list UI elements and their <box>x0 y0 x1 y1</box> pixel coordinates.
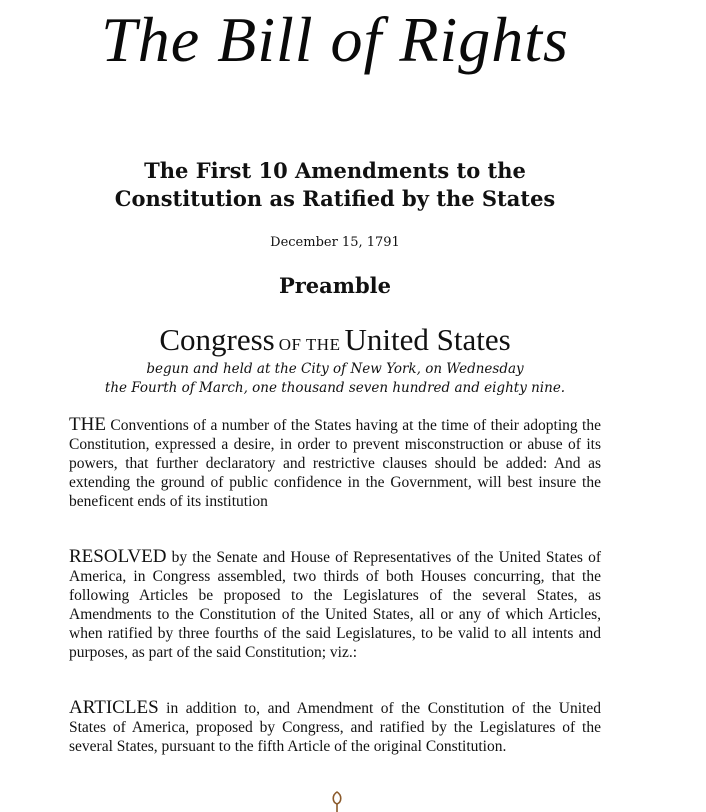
paragraph-lead-word: THE <box>69 414 106 435</box>
congress-heading <box>0 322 670 363</box>
congress-word: Congress <box>159 322 275 357</box>
articles-paragraph <box>69 698 601 756</box>
session-location <box>0 360 670 398</box>
flourish-ornament-icon <box>329 790 345 812</box>
document-subtitle <box>0 157 670 213</box>
united-states-word: United States <box>344 322 511 357</box>
resolved-paragraph <box>69 547 601 662</box>
ratification-date: December 15, 1791 <box>270 235 400 250</box>
subtitle-line-1: The First 10 Amendments to the <box>144 158 526 183</box>
conventions-paragraph <box>69 415 601 511</box>
paragraph-text: in addition to, and Amendment of the Constitution of the United States of America, proposed by Congress, and ratified by the Legislatures of the several States, pursuant to the fifth Article of the original Constitution. <box>69 700 601 755</box>
paragraph-lead-word: ARTICLES <box>69 697 159 718</box>
location-line-1: begun and held at the City of New York, on Wednesday <box>146 361 524 377</box>
paragraph-lead-word: RESOLVED <box>69 546 167 567</box>
location-line-2: the Fourth of March, one thousand seven hundred and eighty nine. <box>104 380 566 396</box>
subtitle-line-2: Constitution as Ratified by the States <box>114 186 556 211</box>
paragraph-text: Conventions of a number of the States having at the time of their adopting the Constitution, expressed a desire, in order to prevent misconstruction or abuse of its powers, that further declaratory and restrictive clauses should be added: And as extending the ground of public confidence in the Government, will best insure the beneficent ends of its institution <box>69 417 601 510</box>
preamble-heading: Preamble <box>278 273 392 298</box>
of-the-word: OF THE <box>278 335 341 354</box>
paragraph-text: by the Senate and House of Representatives of the United States of America, in Congress assembled, two thirds of both Houses concurring, that the following Articles be proposed to the Legislatures of the several States, as Amendments to the Constitution of the United States, all or any of which Articles, when ratified by three fourths of the said Legislatures, to be valid to all intents and purposes, as part of the said Constitution; viz.: <box>69 549 601 661</box>
bill-of-rights-title: The Bill of Rights <box>101 4 569 75</box>
